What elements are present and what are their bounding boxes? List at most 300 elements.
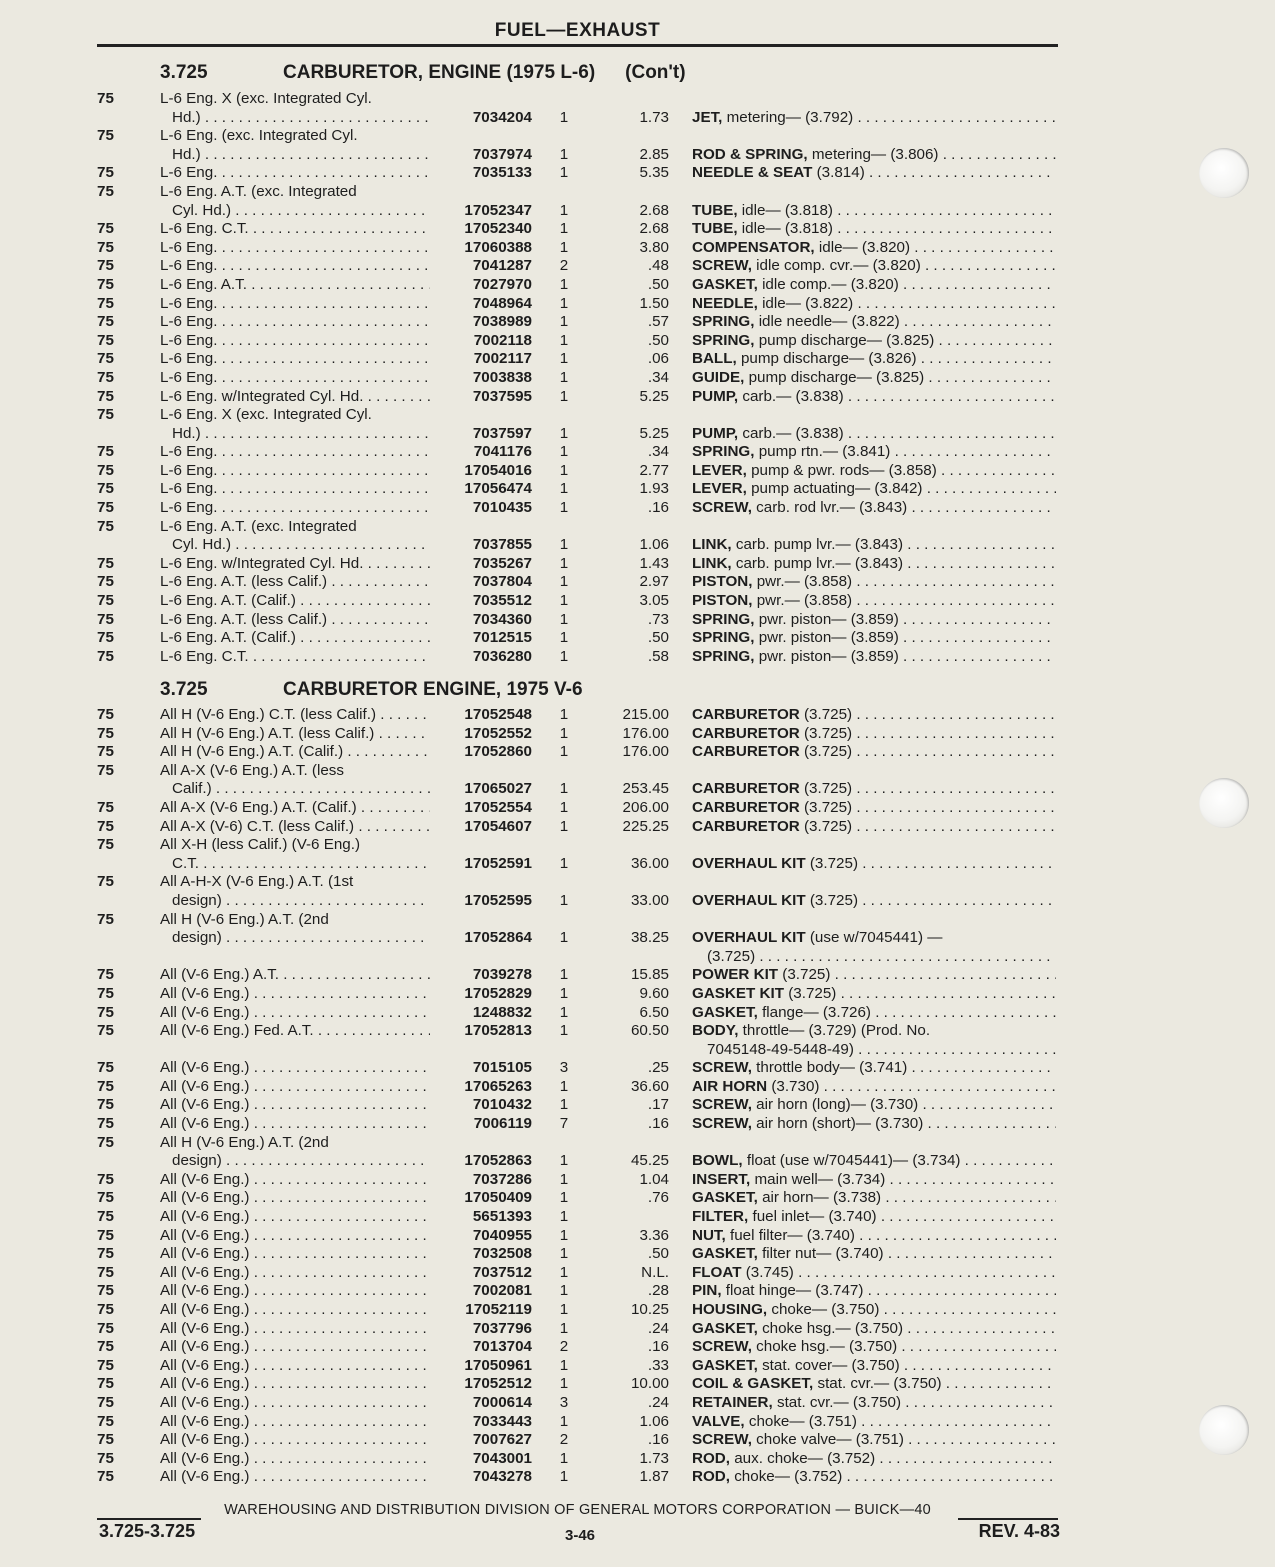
year-code: 75: [97, 1170, 114, 1188]
list-item: [97, 1338, 1062, 1357]
part-number: 7037796: [472, 1319, 532, 1337]
part-detail: idle comp.— (3.820): [762, 275, 899, 293]
part-name: INSERT,: [692, 1170, 751, 1188]
part-number: 7032508: [472, 1245, 532, 1263]
model-text: L-6 Eng. A.T. (Calif.) . . .: [160, 592, 430, 611]
entry-line: [97, 1189, 1062, 1208]
quantity: 1: [559, 1319, 569, 1337]
quantity: 1: [559, 350, 569, 368]
part-number: 17050409: [464, 1189, 532, 1207]
part-name: GASKET,: [692, 1356, 758, 1374]
part-description: [692, 1357, 1056, 1376]
price: 1.73: [639, 1449, 669, 1467]
quantity: 1: [559, 1208, 569, 1226]
year-code: 75: [97, 1468, 114, 1486]
list-item: [97, 1115, 1062, 1134]
part-number: 17052813: [464, 1022, 532, 1040]
part-description: [692, 1375, 1056, 1394]
part-description: [692, 1413, 1056, 1432]
price: .50: [647, 275, 669, 293]
price: .50: [647, 331, 669, 349]
part-number: 7037804: [472, 573, 532, 591]
model-text: All A-X (V-6 Eng.) A.T. (less: [160, 761, 344, 779]
part-name: SCREW,: [692, 1115, 752, 1133]
model-text: L-6 Eng. A.T. (exc. Integrated: [160, 182, 357, 200]
part-description: [692, 799, 1056, 818]
year-code: 75: [97, 127, 114, 145]
entry-line: [97, 369, 1062, 388]
part-detail: float hinge— (3.747): [725, 1282, 864, 1300]
model-text: All A-X (V-6 Eng.) A.T. (Calif.) . . .: [160, 799, 430, 818]
entry-line: [97, 1301, 1062, 1320]
price: 36.60: [630, 1077, 669, 1095]
entry-line: [97, 127, 1062, 146]
price: 1.73: [639, 108, 669, 126]
part-name: TUBE,: [692, 220, 738, 238]
year-code: 75: [97, 1208, 114, 1226]
year-code: 75: [97, 1059, 114, 1077]
part-name: PIN,: [692, 1282, 722, 1300]
part-number: 7037855: [472, 536, 532, 554]
part-description: [692, 536, 1056, 555]
part-name: CARBURETOR: [692, 798, 800, 816]
part-description: [692, 1189, 1056, 1208]
part-number: 7040955: [472, 1226, 532, 1244]
part-name: ROD & SPRING,: [692, 145, 808, 163]
price: .33: [647, 1356, 669, 1374]
entry-line: [97, 146, 1062, 165]
parts-list-l6: [97, 90, 1062, 666]
year-code: 75: [97, 984, 114, 1002]
part-detail: fuel filter— (3.740): [729, 1226, 855, 1244]
part-description: [692, 929, 1056, 948]
part-description: [692, 313, 1056, 332]
list-item: [97, 1357, 1062, 1376]
entry-line: [97, 1357, 1062, 1376]
entry-line: [97, 592, 1062, 611]
quantity: 1: [559, 891, 569, 909]
section-number: 3.725: [160, 679, 208, 700]
part-number: 17052512: [464, 1375, 532, 1393]
year-code: 75: [97, 1356, 114, 1374]
price: .16: [647, 1338, 669, 1356]
year-code: 75: [97, 1449, 114, 1467]
entry-line: [97, 1096, 1062, 1115]
price: 2.68: [639, 220, 669, 238]
entry-line: [97, 1004, 1062, 1023]
year-code: 75: [97, 331, 114, 349]
entry-line: [97, 220, 1062, 239]
price: .50: [647, 629, 669, 647]
price: .34: [647, 443, 669, 461]
entry-line: [97, 836, 1062, 855]
list-item: [97, 127, 1062, 164]
model-text: All (V-6 Eng.) . . .: [160, 1320, 430, 1339]
list-item: [97, 406, 1062, 443]
quantity: 3: [559, 1393, 569, 1411]
price: .58: [647, 647, 669, 665]
model-text: All (V-6 Eng.) . . .: [160, 1450, 430, 1469]
part-detail: pump discharge— (3.825): [748, 368, 925, 386]
list-item: [97, 462, 1062, 481]
part-description: [692, 295, 1056, 314]
part-number: 7043278: [472, 1468, 532, 1486]
quantity: 2: [559, 257, 569, 275]
part-detail: aux. choke— (3.752): [734, 1449, 876, 1467]
model-text: All (V-6 Eng.) . . .: [160, 1264, 430, 1283]
part-name: SCREW,: [692, 1338, 752, 1356]
part-description: [692, 1282, 1056, 1301]
part-description: [692, 1394, 1056, 1413]
part-detail: carb.— (3.838): [742, 387, 844, 405]
year-code: 75: [97, 1263, 114, 1281]
model-text: L-6 Eng. X (exc. Integrated Cyl.: [160, 406, 372, 424]
part-name: PUMP,: [692, 387, 739, 405]
entry-line: [97, 350, 1062, 369]
part-number: 17056474: [464, 480, 532, 498]
year-code: 75: [97, 238, 114, 256]
part-detail: pwr.— (3.858): [756, 592, 853, 610]
quantity: 1: [559, 854, 569, 872]
model-text: All (V-6 Eng.) . . .: [160, 1208, 430, 1227]
model-text: All H (V-6 Eng.) A.T. (2nd: [160, 910, 329, 928]
model-text: design) . . .: [172, 1152, 430, 1171]
price: .06: [647, 350, 669, 368]
model-text: L-6 Eng. X (exc. Integrated Cyl.: [160, 90, 372, 107]
part-detail: carb. pump lvr.— (3.843): [735, 554, 904, 572]
model-text: C.T. . . .: [172, 855, 430, 874]
year-code: 75: [97, 966, 114, 984]
model-text: All H (V-6 Eng.) C.T. (less Calif.) . . .: [160, 706, 430, 725]
part-number: 17065027: [464, 780, 532, 798]
section-title-l6: [160, 62, 686, 84]
model-text: Calif.) . . .: [172, 780, 430, 799]
part-description: [692, 146, 1056, 165]
price: 36.00: [630, 854, 669, 872]
part-number: 7027970: [472, 275, 532, 293]
part-detail: choke— (3.750): [771, 1301, 880, 1318]
entry-line: [97, 164, 1062, 183]
list-item: [97, 1189, 1062, 1208]
part-detail: (3.725): [803, 743, 853, 761]
header-rule: [97, 44, 1058, 47]
part-number: 17052340: [464, 220, 532, 238]
year-code: 75: [97, 706, 114, 723]
list-item: [97, 480, 1062, 499]
quantity: 1: [559, 1468, 569, 1486]
part-name: OVERHAUL KIT: [692, 891, 806, 909]
list-item: [97, 183, 1062, 220]
part-name: OVERHAUL KIT: [692, 929, 806, 947]
section-continued: (Con't): [625, 62, 686, 83]
model-text: L-6 Eng. (exc. Integrated Cyl.: [160, 127, 358, 145]
quantity: 2: [559, 1431, 569, 1449]
price: .57: [647, 313, 669, 331]
year-code: 75: [97, 873, 114, 891]
part-name: FILTER,: [692, 1208, 749, 1226]
year-code: 75: [97, 164, 114, 182]
list-item: [97, 276, 1062, 295]
list-item: [97, 818, 1062, 837]
list-item: [97, 499, 1062, 518]
model-text: L-6 Eng. . . .: [160, 257, 430, 276]
entry-line: [97, 1152, 1062, 1171]
list-item: [97, 350, 1062, 369]
price: 253.45: [622, 780, 669, 798]
price: 60.50: [630, 1022, 669, 1040]
entry-line: [97, 799, 1062, 818]
year-code: 75: [97, 368, 114, 386]
entry-line: [97, 648, 1062, 667]
quantity: 1: [559, 480, 569, 498]
price: 33.00: [630, 891, 669, 909]
part-number: 7002117: [473, 350, 532, 368]
model-text: design) . . .: [172, 929, 430, 948]
quantity: 3: [559, 1059, 569, 1077]
year-code: 75: [97, 647, 114, 665]
part-number: 17050961: [464, 1356, 532, 1374]
binder-hole: [1199, 148, 1249, 198]
part-description: [692, 425, 1056, 444]
price: 206.00: [622, 798, 669, 816]
list-item: [97, 1413, 1062, 1432]
part-description: [692, 499, 1056, 518]
entry-line: [97, 1394, 1062, 1413]
part-description: [692, 1115, 1056, 1134]
year-code: 75: [97, 1393, 114, 1411]
part-name: SPRING,: [692, 443, 755, 461]
part-description: [692, 388, 1056, 407]
model-text: L-6 Eng. . . .: [160, 332, 430, 351]
entry-line: [97, 202, 1062, 221]
part-description: [707, 948, 1056, 967]
section-name: CARBURETOR ENGINE, 1975 V-6: [283, 679, 583, 700]
model-text: All (V-6 Eng.) . . .: [160, 1115, 430, 1134]
list-item: [97, 1264, 1062, 1283]
model-text: L-6 Eng. . . .: [160, 462, 430, 481]
part-name: LINK,: [692, 536, 732, 554]
quantity: 1: [559, 573, 569, 591]
quantity: 1: [559, 424, 569, 442]
part-description: [692, 462, 1056, 481]
footer-division: WAREHOUSING AND DISTRIBUTION DIVISION OF GENERAL MOTORS CORPORATION — BUICK—40: [224, 1502, 931, 1518]
price: .24: [647, 1393, 669, 1411]
quantity: 1: [559, 145, 569, 163]
part-detail: pwr.— (3.858): [756, 573, 853, 591]
part-name: CARBURETOR: [692, 743, 800, 761]
model-text: All (V-6 Eng.) . . .: [160, 1357, 430, 1376]
part-detail: pwr. piston— (3.859): [758, 629, 899, 647]
price: .17: [647, 1096, 669, 1114]
part-detail: choke valve— (3.751): [756, 1431, 904, 1449]
part-name: LEVER,: [692, 480, 747, 498]
part-name: BALL,: [692, 350, 737, 368]
year-code: 75: [97, 1319, 114, 1337]
model-text: All A-X (V-6) C.T. (less Calif.) . . .: [160, 818, 430, 837]
footer-rule: [97, 1518, 201, 1520]
part-detail: (3.725): [803, 817, 853, 835]
model-text: L-6 Eng. . . .: [160, 313, 430, 332]
year-code: 75: [97, 1412, 114, 1430]
part-detail: choke hsg.— (3.750): [756, 1338, 898, 1356]
part-name: ROD,: [692, 1449, 730, 1467]
part-detail: (3.725): [707, 947, 756, 965]
entry-line: [97, 948, 1062, 967]
model-text: All H (V-6 Eng.) A.T. (less Calif.) . . .: [160, 725, 430, 744]
part-detail: fuel inlet— (3.740): [752, 1208, 877, 1226]
price: 1.87: [639, 1468, 669, 1486]
entry-line: [97, 855, 1062, 874]
entry-line: [97, 1227, 1062, 1246]
year-code: 75: [97, 1375, 114, 1393]
entry-line: [97, 313, 1062, 332]
list-item: [97, 1134, 1062, 1171]
part-name: FLOAT: [692, 1263, 742, 1281]
part-detail: carb.— (3.838): [742, 424, 844, 442]
list-item: [97, 239, 1062, 258]
part-description: [692, 1096, 1056, 1115]
year-code: 75: [97, 517, 114, 535]
list-item: [97, 966, 1062, 985]
entry-line: [97, 1264, 1062, 1283]
model-text: All (V-6 Eng.) . . .: [160, 1171, 430, 1190]
list-item: [97, 1227, 1062, 1246]
year-code: 75: [97, 761, 114, 779]
entry-line: [97, 462, 1062, 481]
model-text: Hd.) . . .: [172, 425, 430, 444]
part-detail: choke— (3.751): [748, 1412, 857, 1430]
quantity: 1: [559, 164, 569, 182]
list-item: [97, 1004, 1062, 1023]
model-text: All X-H (less Calif.) (V-6 Eng.): [160, 836, 361, 854]
part-description: [692, 480, 1056, 499]
part-number: 7037974: [472, 145, 532, 163]
year-code: 75: [97, 294, 114, 312]
year-code: 75: [97, 1226, 114, 1244]
list-item: [97, 369, 1062, 388]
page-number: 3-46: [565, 1527, 596, 1544]
part-detail: pump rtn.— (3.841): [758, 443, 891, 461]
quantity: 1: [559, 275, 569, 293]
model-text: L-6 Eng. . . .: [160, 295, 430, 314]
part-detail: filter nut— (3.740): [762, 1245, 884, 1263]
part-detail: (3.725): [803, 798, 853, 816]
part-number: 7037597: [472, 424, 532, 442]
price: 1.04: [639, 1170, 669, 1188]
price: 1.93: [639, 480, 669, 498]
model-text: L-6 Eng. . . .: [160, 499, 430, 518]
entry-line: [97, 706, 1062, 725]
model-text: All (V-6 Eng.) Fed. A.T. . . .: [160, 1022, 430, 1041]
part-number: 7015105: [472, 1059, 532, 1077]
quantity: 1: [559, 1022, 569, 1040]
model-text: All (V-6 Eng.) . . .: [160, 1189, 430, 1208]
part-name: SPRING,: [692, 629, 755, 647]
part-description: [692, 1208, 1056, 1227]
part-number: 7035267: [472, 554, 532, 572]
entry-line: [97, 1413, 1062, 1432]
part-detail: main well— (3.734): [754, 1170, 886, 1188]
part-name: HOUSING,: [692, 1301, 768, 1318]
part-description: [692, 1264, 1056, 1283]
year-code: 75: [97, 910, 114, 928]
model-text: L-6 Eng. A.T. (Calif.) . . .: [160, 629, 430, 648]
entry-line: [97, 873, 1062, 892]
quantity: 1: [559, 647, 569, 665]
list-item: [97, 332, 1062, 351]
price: 10.25: [630, 1301, 669, 1318]
entry-line: [97, 818, 1062, 837]
part-detail: pump & pwr. rods— (3.858): [751, 461, 937, 479]
part-number: 7035133: [472, 164, 532, 182]
price: .24: [647, 1319, 669, 1337]
part-name: PISTON,: [692, 592, 753, 610]
model-text: L-6 Eng. . . .: [160, 443, 430, 462]
part-name: COIL & GASKET,: [692, 1375, 814, 1393]
part-description: [692, 985, 1056, 1004]
quantity: 1: [559, 443, 569, 461]
list-item: [97, 648, 1062, 667]
revision-label: REV. 4-83: [978, 1521, 1060, 1541]
list-item: [97, 518, 1062, 555]
model-text: L-6 Eng. . . .: [160, 350, 430, 369]
footer-rule: [958, 1518, 1058, 1520]
price: 38.25: [630, 929, 669, 947]
year-code: 75: [97, 743, 114, 761]
part-detail: (3.725): [782, 966, 831, 984]
entry-line: [97, 90, 1062, 109]
part-name: RETAINER,: [692, 1393, 773, 1411]
price: .25: [647, 1059, 669, 1077]
year-code: 75: [97, 350, 114, 368]
entry-line: [97, 1282, 1062, 1301]
model-text: All H (V-6 Eng.) A.T. (2nd: [160, 1133, 329, 1151]
part-number: 7034360: [472, 610, 532, 628]
quantity: 1: [559, 743, 569, 761]
quantity: 1: [559, 238, 569, 256]
model-text: All (V-6 Eng.) . . .: [160, 1338, 430, 1357]
price: 1.43: [639, 554, 669, 572]
entry-line: [97, 1134, 1062, 1153]
price: 3.80: [639, 238, 669, 256]
list-item: [97, 573, 1062, 592]
entry-line: [97, 1245, 1062, 1264]
part-detail: stat. cvr.— (3.750): [776, 1393, 902, 1411]
entry-line: [97, 518, 1062, 537]
part-number: 7041287: [472, 257, 532, 275]
part-number: 7037286: [472, 1170, 532, 1188]
part-name: AIR HORN: [692, 1077, 768, 1095]
part-description: [692, 648, 1056, 667]
quantity: 1: [559, 313, 569, 331]
part-detail: air horn (short)— (3.730): [756, 1115, 924, 1133]
part-detail: air horn (long)— (3.730): [756, 1096, 919, 1114]
model-text: All (V-6 Eng.) . . .: [160, 1431, 430, 1450]
part-description: [692, 164, 1056, 183]
entry-line: [97, 555, 1062, 574]
year-code: 75: [97, 461, 114, 479]
quantity: 1: [559, 966, 569, 984]
part-detail: flange— (3.726): [762, 1003, 871, 1021]
model-text: All H (V-6 Eng.) A.T. (Calif.) . . .: [160, 743, 430, 762]
year-code: 75: [97, 275, 114, 293]
part-description: [692, 892, 1056, 911]
part-detail: (3.745): [745, 1263, 794, 1281]
part-number: 7034204: [472, 108, 532, 126]
year-code: 75: [97, 724, 114, 742]
part-description: [692, 743, 1056, 762]
part-description: [692, 350, 1056, 369]
